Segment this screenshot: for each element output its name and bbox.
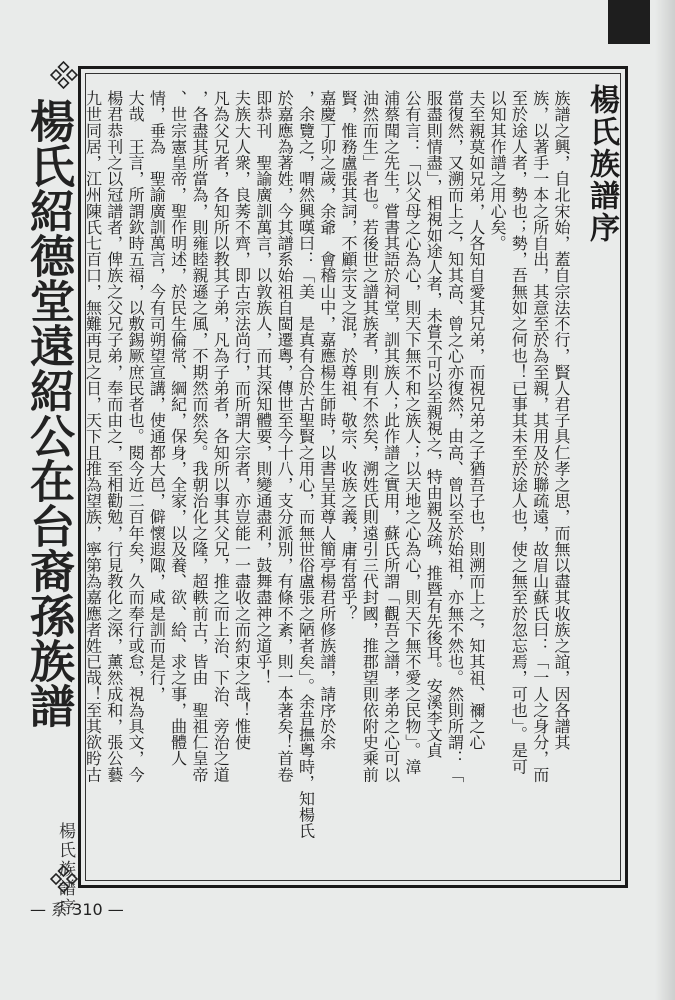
page-gutter-shadow <box>655 0 675 1000</box>
text-column: 以知其作譜之用心矣。 <box>488 90 508 251</box>
text-column: 族，以著手一本之所自出，其意至於為至親，其用及於聯疏遠，故眉山蘇氏曰：「一人之身分，而 <box>530 90 550 783</box>
text-column: 、世宗憲皇帝，聖作明述，於民生倫常、綱紀，保身，全家，以及養、欲、給、求之事，曲體人 <box>168 90 188 767</box>
text-column: 服盡則情盡」，相視如途人者，未嘗不可以至親視之，特由親及疏，推暨有先後耳。安溪李文貞 <box>424 90 444 759</box>
text-column: 夫族大人衆，良莠不齊，即古宗法尚行，而所謂大宗者，亦豈能一一盡收之而約束之哉！惟使 <box>232 90 252 751</box>
text-column: 嘉慶丁卯之歲，余爺 會稽山中，嘉應楊生師時，以書呈其尊人簡亭楊君所修族譜，請序於余 <box>317 90 337 751</box>
text-column: ，余覽之，喟然興嘆曰：「美 是真有合於古聖賢之用心，而無世俗盧張之陋者矣」。余昔撫粵時，知楊氏 <box>296 90 316 839</box>
text-column: 九世同居，江州陳氏七百口，無難再見之日，天下且推為望族，寧第為嘉應者姓已哉！至其欲盻古 <box>83 90 103 783</box>
diamond-ornament-icon <box>52 62 78 88</box>
book-side-title: 楊氏紹德堂遠紹公在台裔孫族譜 <box>22 98 75 728</box>
text-column: 大哉 王言，所謂欽時五福，以敷錫厥庶民者也。閱今近二百年矣，久而奉行或怠，視為具文，今 <box>126 90 146 783</box>
text-column: 凡為父兄者，各知所以教其子弟，凡為子弟者，各知所以事其父兄，推之而上治、下治、旁治之道 <box>211 90 231 783</box>
text-column: 賢，惟務盧張其詞，不顧宗支之混，於尊祖、敬宗、收族之義，庸有當乎？ <box>339 90 359 622</box>
text-column: 浦蔡聞之先生，嘗書其語於祠堂，訓其族人；此作譜之實用，蘇氏所謂「觀吾之譜，孝弟之心可以 <box>381 90 401 783</box>
text-column: 油然而生」者也。若後世之譜其族者，則有不然矣，溯姓氏則遠引三代封國，推郡望則依附史乘前 <box>360 90 380 783</box>
text-column: 至於途人者，勢也；勢，吾無如之何也！已事其未至於途人也，使之無至於忽忘焉，可也」。是可 <box>509 90 529 775</box>
text-column: 當復然，又溯而上之，知其高、曾之心亦復然，由高、曾以至於始祖，亦無不然也。然則所謂：「 <box>445 90 465 783</box>
text-column: 夫至親莫如兄弟，人各知自愛其兄弟，而視兄弟之子猶吾子也，則溯而上之，知其祖、禰之心 <box>466 90 486 751</box>
page-number: — 系 310 — <box>30 900 124 919</box>
text-column: ，各盡其所當為，則雍睦親遜之風，不期然而然矣。我朝治化之隆，超軼前古，皆由 聖祖仁皇帝 <box>189 90 209 783</box>
text-column: 於嘉應為著姓，今其譜系始祖自閩遷粵，傳世至今十八，支分派別，有條不紊，則一本著矣！首卷 <box>275 90 295 783</box>
text-column: 公有言：「以父母之心為心，則天下無不和之族人；以天地之心為心，則天下無不愛之民物」。漳 <box>402 90 422 775</box>
text-column: 族譜之興，自北宋始，蓋自宗法不行，賢人君子具仁孝之思，而無以盡其收族之誼，因各譜其 <box>552 90 571 751</box>
text-column: 楊君恭刊之以冠譜者，俾族之父兄子弟，奉而由之，至相勸勉，行見教化之深，薰然成和，張公藝 <box>104 90 124 783</box>
chapter-label: 楊氏族譜序 <box>55 822 75 917</box>
text-column: 情，垂為 聖諭廣訓萬言，今有司朔望宣講，使通都大邑，僻懷遐陬，咸是訓而是行， <box>147 90 167 702</box>
preface-body <box>83 90 572 874</box>
text-column: 即恭刊 聖諭廣訓萬言，以敦族人，而其深知體要，則變通盡利，鼓舞盡神之道乎！ <box>253 90 273 686</box>
preface-title: 楊氏族譜序 <box>584 84 619 244</box>
bookmark-tab <box>608 0 650 44</box>
